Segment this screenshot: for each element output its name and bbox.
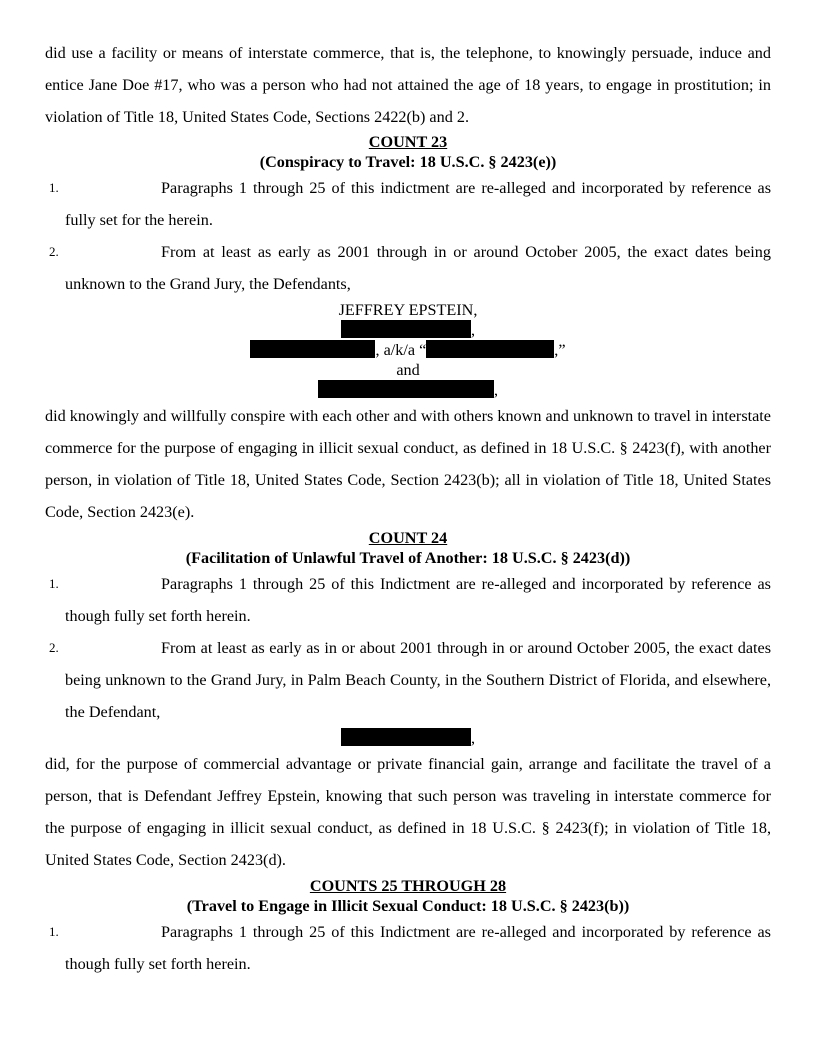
count-25-28-subtitle: (Travel to Engage in Illicit Sexual Conduct: 18 U.S.C. § 2423(b)) bbox=[186, 897, 630, 915]
paragraph-number: 1. bbox=[49, 924, 59, 939]
paragraph-number: 2. bbox=[49, 244, 59, 259]
paragraph-text: Paragraphs 1 through 25 of this Indictment are re-alleged and incorporated by reference as though fully set forth herein. bbox=[65, 575, 771, 625]
count-23-subtitle: (Conspiracy to Travel: 18 U.S.C. § 2423(e)) bbox=[259, 153, 557, 171]
paragraph-text: From at least as early as in or about 2001 through in or around October 2005, the exact dates being unknown to the Grand Jury, in Palm Beach County, in the Southern District of Florida, and elsewhere, the Defendant, bbox=[65, 639, 771, 721]
redaction-block bbox=[341, 320, 471, 338]
count-25-28-title: COUNTS 25 THROUGH 28 bbox=[309, 877, 507, 895]
count-23-paragraph-1 bbox=[45, 172, 771, 236]
paragraph-text: From at least as early as 2001 through in or around October 2005, the exact dates being unknown to the Grand Jury, the Defendants, bbox=[65, 243, 771, 293]
redacted-defendant-line-2: , a/k/a “ ,” bbox=[0, 340, 816, 360]
count-23-paragraph-2 bbox=[45, 236, 771, 300]
count-24-closing: did, for the purpose of commercial advantage or private financial gain, arrange and facilitate the travel of a person, that is Defendant Jeffrey Epstein, knowing that such person was traveling in interstate commerce for the purpose of engaging in illicit sexual conduct, as defined in 18 U.S.C. § 2423(f); in violation of Title 18, United States Code, Section 2423(d). bbox=[45, 755, 771, 869]
count-23-closing: did knowingly and willfully conspire with each other and with others known and unknown to travel in interstate commerce for the purpose of engaging in illicit sexual conduct, as defined in 18 U.S.C. § 2423(f), with another person, in violation of Title 18, United States Code, Section 2423(b); all in violation of Title 18, United States Code, Section 2423(e). bbox=[45, 407, 771, 521]
redaction-block bbox=[250, 340, 375, 358]
count-23-title: COUNT 23 bbox=[368, 133, 448, 151]
paragraph-number: 1. bbox=[49, 180, 59, 195]
count-24-paragraph-2 bbox=[45, 632, 771, 728]
redaction-block bbox=[426, 340, 554, 358]
redacted-defendant-line-3: , bbox=[0, 380, 816, 400]
paragraph-number: 2. bbox=[49, 640, 59, 655]
redaction-block bbox=[341, 728, 471, 746]
paragraph-number: 1. bbox=[49, 576, 59, 591]
redacted-defendant-line-1: , bbox=[0, 320, 816, 340]
count-24-paragraph-1 bbox=[45, 568, 771, 632]
intro-paragraph: did use a facility or means of interstate commerce, that is, the telephone, to knowingly persuade, induce and entice Jane Doe #17, who was a person who had not attained the age of 18 years, to engage in prostitution; in violation of Title 18, United States Code, Sections 2422(b) and 2. bbox=[45, 44, 771, 126]
count-25-28-paragraph-1 bbox=[45, 916, 771, 980]
count-24-subtitle: (Facilitation of Unlawful Travel of Another: 18 U.S.C. § 2423(d)) bbox=[185, 549, 631, 567]
redacted-defendant-count-24: , bbox=[0, 728, 816, 748]
count-24-title: COUNT 24 bbox=[368, 529, 448, 547]
and-conjunction: and bbox=[396, 361, 420, 379]
redaction-block bbox=[318, 380, 494, 398]
defendant-name: JEFFREY EPSTEIN, bbox=[338, 301, 478, 319]
paragraph-text: Paragraphs 1 through 25 of this indictment are re-alleged and incorporated by reference as fully set for the herein. bbox=[65, 179, 771, 229]
paragraph-text: Paragraphs 1 through 25 of this Indictment are re-alleged and incorporated by reference as though fully set forth herein. bbox=[65, 923, 771, 973]
